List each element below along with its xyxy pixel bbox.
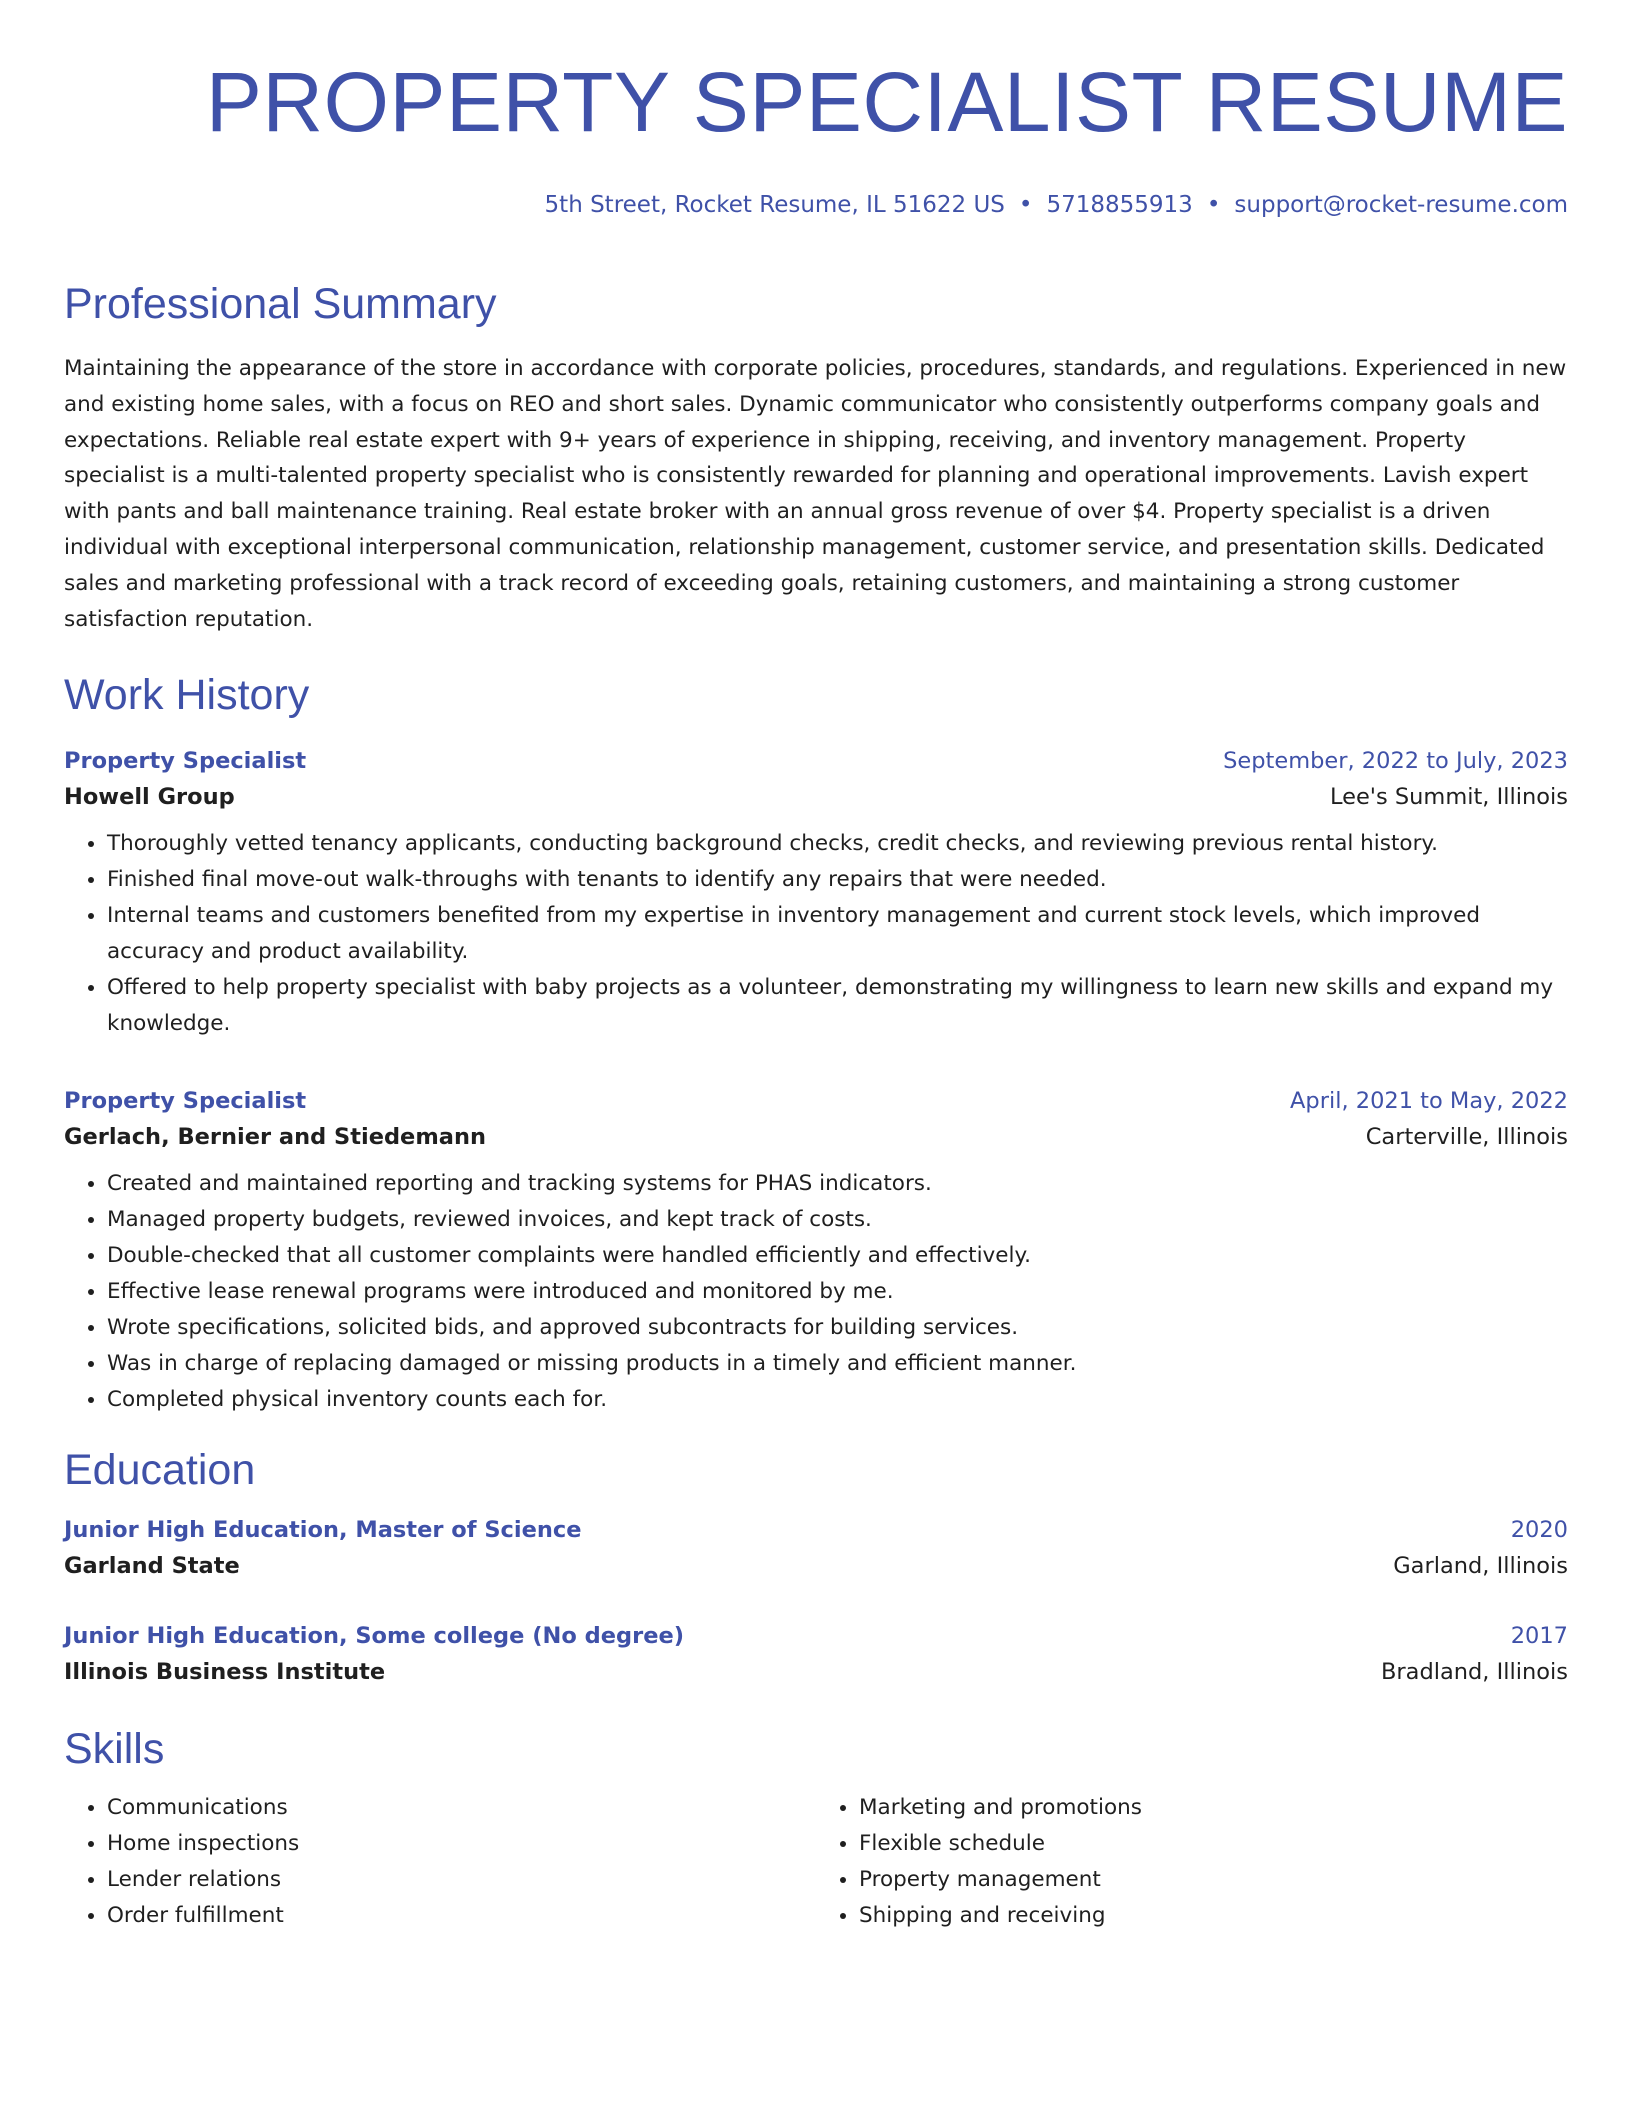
- job-role: Property Specialist: [64, 748, 307, 775]
- work-history-heading: Work History: [64, 671, 310, 720]
- education-degree: Junior High Education, Some college (No degree): [64, 1623, 685, 1650]
- job-bullet: • Managed property budgets, reviewed invoices, and kept track of costs.: [107, 1202, 1568, 1238]
- skills-columns: [64, 1790, 1568, 1934]
- education-school: Garland State: [64, 1553, 240, 1580]
- job-bullet: • Wrote specifications, solicited bids, and approved subcontracts for building services.: [107, 1310, 1568, 1346]
- contact-address: 5th Street, Rocket Resume, IL 51622 US: [544, 192, 1005, 218]
- job-role: Property Specialist: [64, 1088, 307, 1115]
- job-company: Gerlach, Bernier and Stiedemann: [64, 1124, 486, 1151]
- job-bullet: • Internal teams and customers benefited from my expertise in inventory management and current stock levels, which improved accuracy and product availability.: [107, 898, 1568, 970]
- skill-item: • Communications: [107, 1790, 816, 1826]
- resume-header: [64, 0, 1568, 218]
- contact-email: support@rocket-resume.com: [1234, 192, 1568, 218]
- education-degree: Junior High Education, Master of Science: [64, 1517, 582, 1544]
- education-year: 2017: [1510, 1623, 1568, 1650]
- education-entry: [64, 1623, 1568, 1685]
- job-bullet: • Offered to help property specialist with baby projects as a volunteer, demonstrating my willingness to learn new skills and expand my knowledge.: [107, 970, 1568, 1042]
- job-company: Howell Group: [64, 784, 235, 811]
- job-bullet: • Effective lease renewal programs were introduced and monitored by me.: [107, 1274, 1568, 1310]
- skill-item: • Order fulfillment: [107, 1898, 816, 1934]
- education-location: Bradland, Illinois: [1380, 1659, 1568, 1686]
- contact-separator: •: [1018, 192, 1033, 218]
- summary-text: Maintaining the appearance of the store in accordance with corporate policies, procedures, standards, and regulations. Experienced in new and existing home sales, with a focus on REO and short sales. Dynamic communicator who consistently outperforms company goals and expectations. Reliable real estate expert with 9+ years of experience in shipping, receiving, and inventory management. Property specialist is a multi-talented property specialist who is consistently rewarded for planning and operational improvements. Lavish expert with pants and ball maintenance training. Real estate broker with an annual gross revenue of over $4. Property specialist is a driven individual with exceptional interpersonal communication, relationship management, customer service, and presentation skills. Dedicated sales and marketing professional with a track record of exceeding goals, retaining customers, and maintaining a strong customer satisfaction reputation.: [64, 356, 1567, 632]
- skills-list-left: [64, 1790, 816, 1934]
- education-heading: Education: [64, 1446, 256, 1495]
- skill-item: • Home inspections: [107, 1826, 816, 1862]
- job-dates: September, 2022 to July, 2023: [1223, 748, 1568, 775]
- skills-list-right: [816, 1790, 1568, 1934]
- job-dates: April, 2021 to May, 2022: [1290, 1088, 1568, 1115]
- contact-line: [64, 192, 1568, 218]
- job-bullets: [64, 826, 1568, 1042]
- resume-title: PROPERTY SPECIALIST RESUME: [205, 55, 1568, 149]
- education-year: 2020: [1510, 1517, 1568, 1544]
- job-bullet: • Finished final move-out walk-throughs with tenants to identify any repairs that were needed.: [107, 862, 1568, 898]
- skill-item: • Marketing and promotions: [859, 1790, 1568, 1826]
- job-entry: [64, 748, 1568, 1042]
- education-entry: [64, 1517, 1568, 1579]
- skill-item: • Lender relations: [107, 1862, 816, 1898]
- skill-item: • Property management: [859, 1862, 1568, 1898]
- contact-separator: •: [1206, 192, 1221, 218]
- skills-heading: Skills: [64, 1725, 165, 1774]
- job-location: Lee's Summit, Illinois: [1329, 784, 1568, 811]
- contact-phone: 5718855913: [1046, 192, 1193, 218]
- job-bullet: • Completed physical inventory counts each for.: [107, 1382, 1568, 1418]
- job-bullet: • Double-checked that all customer complaints were handled efficiently and effectively.: [107, 1238, 1568, 1274]
- job-entry: [64, 1088, 1568, 1418]
- education-location: Garland, Illinois: [1393, 1553, 1568, 1580]
- job-location: Carterville, Illinois: [1365, 1124, 1568, 1151]
- skill-item: • Shipping and receiving: [859, 1898, 1568, 1934]
- job-bullet: • Created and maintained reporting and tracking systems for PHAS indicators.: [107, 1166, 1568, 1202]
- job-bullet: • Thoroughly vetted tenancy applicants, conducting background checks, credit checks, and reviewing previous rental history.: [107, 826, 1568, 862]
- skill-item: • Flexible schedule: [859, 1826, 1568, 1862]
- education-school: Illinois Business Institute: [64, 1659, 386, 1686]
- job-bullets: [64, 1166, 1568, 1418]
- summary-heading: Professional Summary: [64, 280, 497, 328]
- job-bullet: • Was in charge of replacing damaged or missing products in a timely and efficient manner.: [107, 1346, 1568, 1382]
